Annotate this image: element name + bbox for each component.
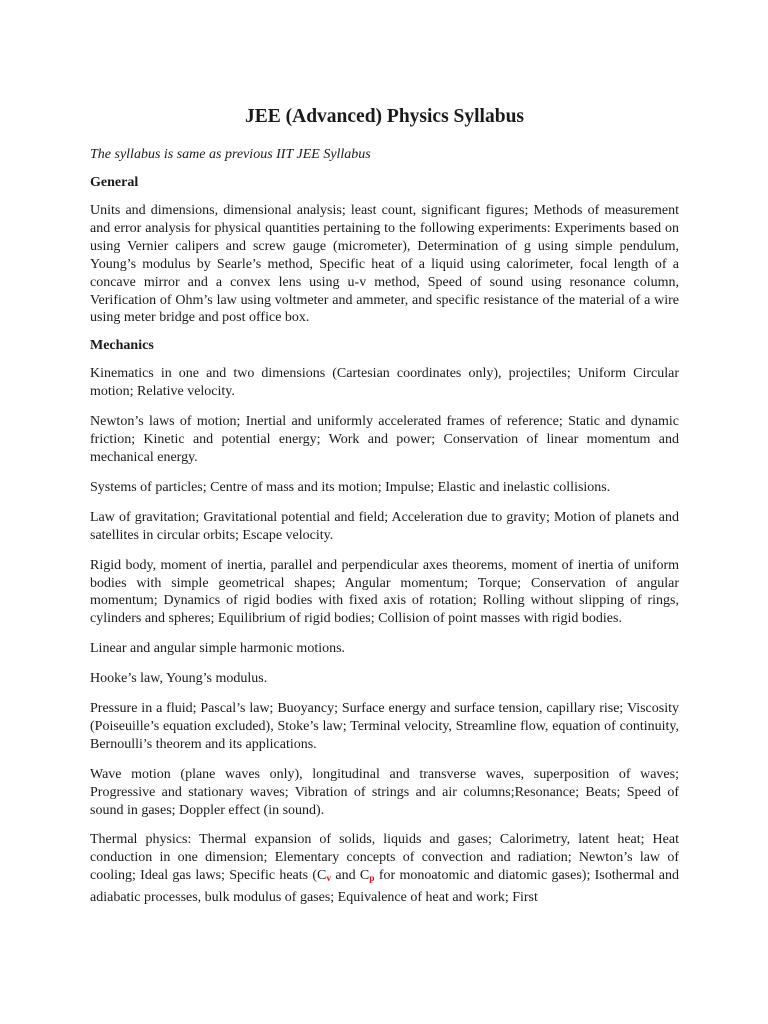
mechanics-paragraph-fluids: Pressure in a fluid; Pascal’s law; Buoyancy; Surface energy and surface tension, capillary rise; Viscosity (Poiseuille’s equation excluded), Stoke’s law; Terminal velocity, Streamline flow, equation of continuity, Bernoulli’s theorem and its applications. [90,701,679,752]
mechanics-paragraph-hooke: Hooke’s law, Young’s modulus. [90,671,268,687]
thermal-physics-paragraph [90,831,679,907]
page-subtitle: The syllabus is same as previous IIT JEE Syllabus [90,147,371,162]
mechanics-paragraph-rigid-body: Rigid body, moment of inertia, parallel and perpendicular axes theorems, moment of inertia of uniform bodies with simple geometrical shapes; Angular momentum; Torque; Conservation of angular momentum; Dynamics of rigid bodies with fixed axis of rotation; Rolling without slipping of rings, cylinders and spheres; Equilibrium of rigid bodies; Collision of point masses with rigid bodies. [90,557,679,627]
section-heading-mechanics: Mechanics [90,338,154,354]
general-paragraph: Units and dimensions, dimensional analysis; least count, significant figures; Methods of measurement and error analysis for physical quantities pertaining to the following experiments: Experiments based on using Vernier calipers and screw gauge (micrometer), Determination of g using simple pendulum, Young’s modulus by Searle’s method, Specific heat of a liquid using calorimeter, focal length of a concave mirror and a convex lens using u-v method, Speed of sound using resonance column, Verification of Ohm’s law using voltmeter and ammeter, and specific resistance of the material of a wire using meter bridge and post office box. [90,203,679,326]
thermal-text-part2: and C [331,868,370,884]
mechanics-paragraph-kinematics: Kinematics in one and two dimensions (Cartesian coordinates only), projectiles; Uniform Circular motion; Relative velocity. [90,366,679,400]
thermal-text-part1: Thermal physics: Thermal expansion of solids, liquids and gases; Calorimetry, latent heat; Heat conduction in one dimension; Elementary concepts of convection and radiation; Newton’s law of cooling; Ideal gas laws; Specific heats (C [90,832,679,884]
subscript-v: v [326,874,332,885]
thermal-text-part3: for monoatomic and diatomic gases); Isothermal and adiabatic processes, bulk modulus of gases; Equivalence of heat and work; First [90,868,679,906]
section-heading-general: General [90,175,139,190]
mechanics-paragraph-newton: Newton’s laws of motion; Inertial and uniformly accelerated frames of reference; Static and dynamic friction; Kinetic and potential energy; Work and power; Conservation of linear momentum and mechanical energy. [90,414,679,465]
mechanics-paragraph-waves: Wave motion (plane waves only), longitudinal and transverse waves, superposition of waves; Progressive and stationary waves; Vibration of strings and air columns;Resonance; Beats; Speed of sound in gases; Doppler effect (in sound). [90,766,679,818]
page-title: JEE (Advanced) Physics Syllabus [244,106,525,127]
mechanics-paragraph-shm: Linear and angular simple harmonic motions. [90,641,346,657]
mechanics-paragraph-particles: Systems of particles; Centre of mass and its motion; Impulse; Elastic and inelastic collisions. [90,479,611,495]
mechanics-paragraph-gravitation: Law of gravitation; Gravitational potential and field; Acceleration due to gravity; Motion of planets and satellites in circular orbits; Escape velocity. [90,509,679,543]
subscript-p: p [369,874,375,885]
